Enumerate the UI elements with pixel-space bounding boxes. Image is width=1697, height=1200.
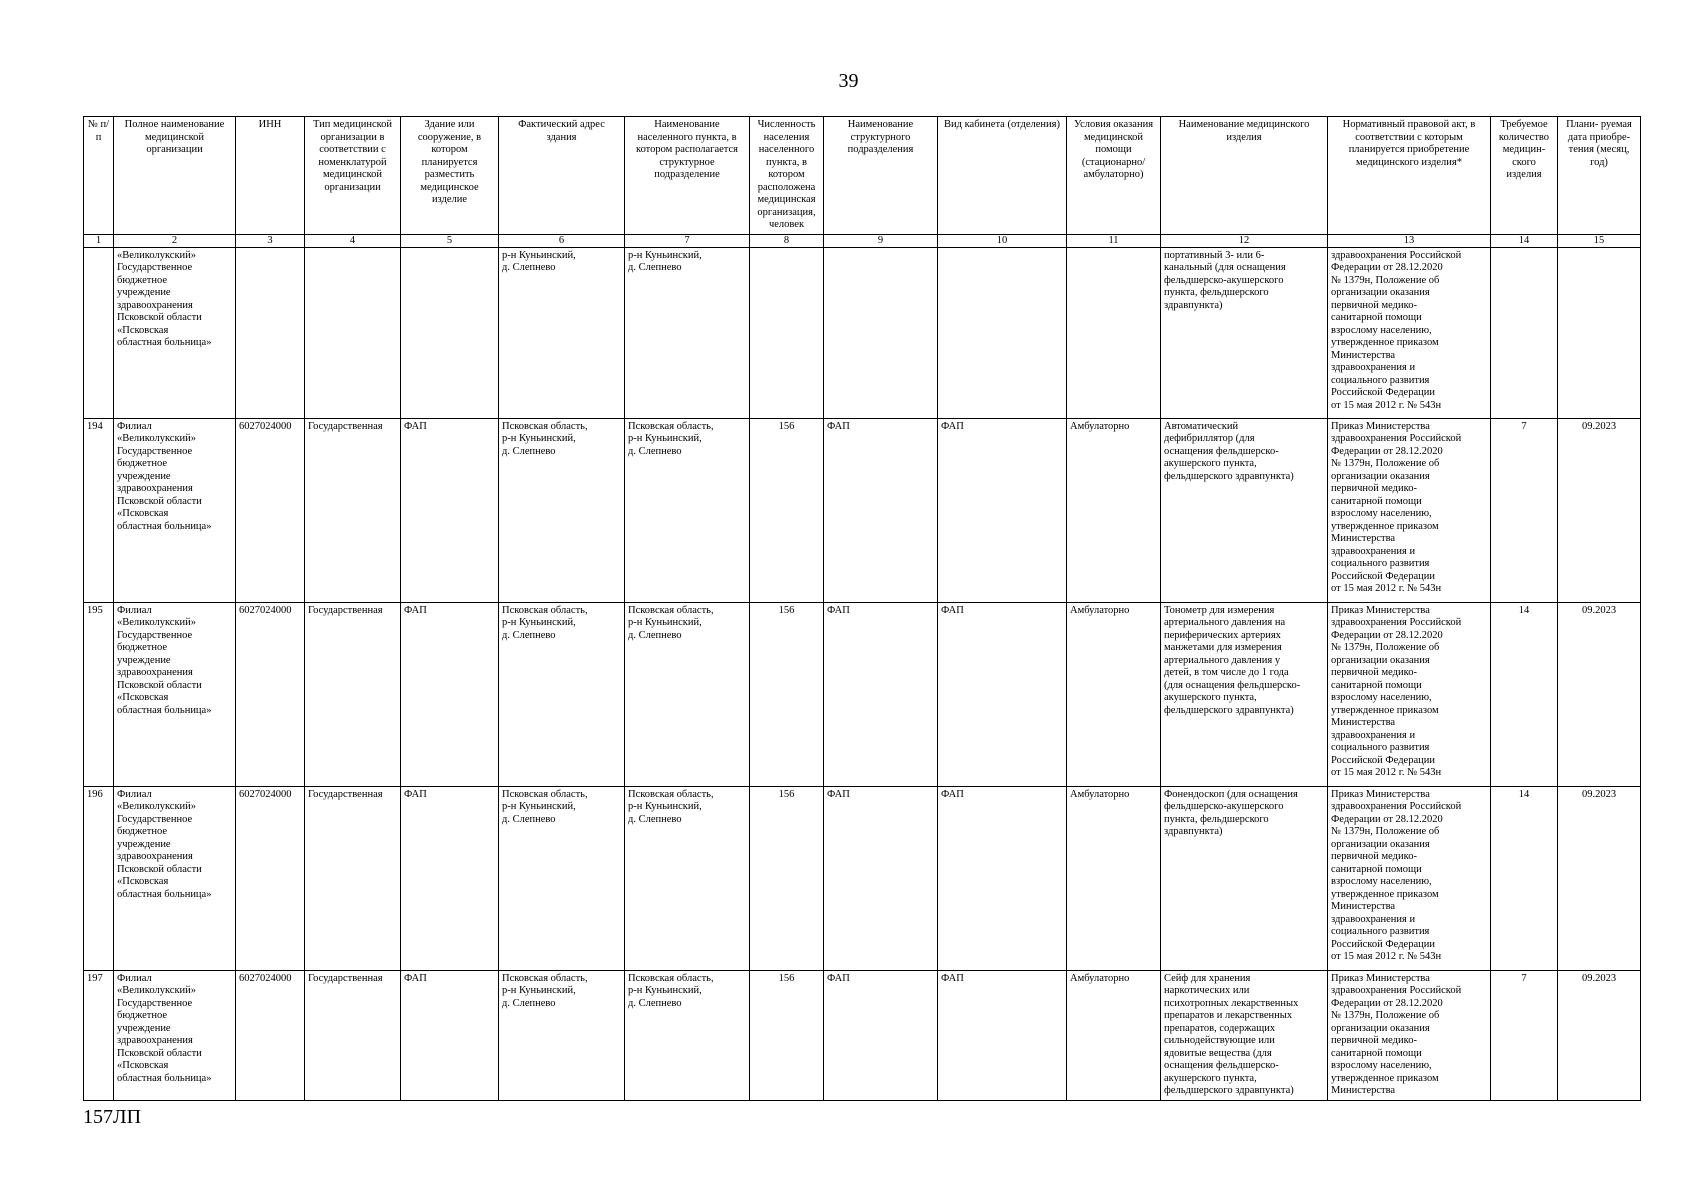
cell-conditions: Амбулаторно	[1067, 786, 1161, 970]
cell-unit: ФАП	[824, 970, 938, 1100]
cell-settlement: р-н Куньинский, д. Слепнево	[625, 247, 750, 418]
cell-settlement: Псковская область, р-н Куньинский, д. Слепнево	[625, 786, 750, 970]
cell-settlement: Псковская область, р-н Куньинский, д. Слепнево	[625, 602, 750, 786]
column-number: 13	[1328, 234, 1491, 247]
header-building: Здание или сооружение, в котором планируется разместить медицинское изделие	[401, 117, 499, 235]
cell-cabinet: ФАП	[938, 418, 1067, 602]
cell-unit: ФАП	[824, 418, 938, 602]
table-row-continued	[84, 247, 1641, 418]
header-inn: ИНН	[236, 117, 305, 235]
table-row	[84, 418, 1641, 602]
cell-unit: ФАП	[824, 786, 938, 970]
cell-conditions: Амбулаторно	[1067, 418, 1161, 602]
column-number: 15	[1558, 234, 1641, 247]
cell-conditions: Амбулаторно	[1067, 970, 1161, 1100]
cell-org: Филиал «Великолукский» Государственное бюджетное учреждение здравоохранения Псковской области «Псковская областная больница»	[114, 602, 236, 786]
column-number: 3	[236, 234, 305, 247]
cell-date: 09.2023	[1558, 602, 1641, 786]
footer-code: 157ЛП	[83, 1106, 142, 1128]
cell-inn: 6027024000	[236, 786, 305, 970]
cell-building: ФАП	[401, 786, 499, 970]
header-population: Численность населения населенного пункта, в котором расположена медицинская организация, человек	[750, 117, 824, 235]
cell-org: «Великолукский» Государственное бюджетное учреждение здравоохранения Псковской области «Псковская областная больница»	[114, 247, 236, 418]
cell-unit	[824, 247, 938, 418]
medical-devices-table	[83, 116, 1641, 1101]
column-number: 11	[1067, 234, 1161, 247]
column-number: 5	[401, 234, 499, 247]
column-number: 4	[305, 234, 401, 247]
cell-population	[750, 247, 824, 418]
cell-inn: 6027024000	[236, 602, 305, 786]
cell-type: Государственная	[305, 786, 401, 970]
cell-act: здравоохранения Российской Федерации от 28.12.2020 № 1379н, Положение об организации оказания первичной медико- санитарной помощи взрослому населению, утвержденное приказом Министерства здравоохранения и социального развития Российской Федерации от 15 мая 2012 г. № 543н	[1328, 247, 1491, 418]
cell-org: Филиал «Великолукский» Государственное бюджетное учреждение здравоохранения Псковской области «Псковская областная больница»	[114, 418, 236, 602]
header-conditions: Условия оказания медицинской помощи (стационарно/ амбулаторно)	[1067, 117, 1161, 235]
header-row	[84, 117, 1641, 235]
cell-act: Приказ Министерства здравоохранения Российской Федерации от 28.12.2020 № 1379н, Положение об организации оказания первичной медико- санитарной помощи взрослому населению, утвержденное приказом Министерства здравоохранения и социального развития Российской Федерации от 15 мая 2012 г. № 543н	[1328, 602, 1491, 786]
cell-population: 156	[750, 970, 824, 1100]
table-row	[84, 602, 1641, 786]
cell-num: 196	[84, 786, 114, 970]
cell-population: 156	[750, 602, 824, 786]
cell-act: Приказ Министерства здравоохранения Российской Федерации от 28.12.2020 № 1379н, Положение об организации оказания первичной медико- санитарной помощи взрослому населению, утвержденное приказом Министерства здравоохранения и социального развития Российской Федерации от 15 мая 2012 г. № 543н	[1328, 418, 1491, 602]
header-date: Плани- руемая дата приобре- тения (месяц, год)	[1558, 117, 1641, 235]
cell-device: Сейф для хранения наркотических или психотропных лекарственных препаратов и лекарственных препаратов, содержащих сильнодействующие или ядовитые вещества (для оснащения фельдшерско- акушерского пункта, фельдшерского здравпункта)	[1161, 970, 1328, 1100]
cell-type	[305, 247, 401, 418]
cell-inn: 6027024000	[236, 418, 305, 602]
cell-address: Псковская область, р-н Куньинский, д. Слепнево	[499, 786, 625, 970]
cell-cabinet: ФАП	[938, 602, 1067, 786]
cell-address: Псковская область, р-н Куньинский, д. Слепнево	[499, 602, 625, 786]
cell-device: Автоматический дефибриллятор (для оснащения фельдшерско- акушерского пункта, фельдшерского здравпункта)	[1161, 418, 1328, 602]
header-unit: Наименование структурного подразделения	[824, 117, 938, 235]
cell-num: 194	[84, 418, 114, 602]
cell-building: ФАП	[401, 602, 499, 786]
column-number: 7	[625, 234, 750, 247]
cell-num: 197	[84, 970, 114, 1100]
cell-building	[401, 247, 499, 418]
cell-device: портативный 3- или 6- канальный (для оснащения фельдшерско-акушерского пункта, фельдшерского здравпункта)	[1161, 247, 1328, 418]
cell-inn: 6027024000	[236, 970, 305, 1100]
cell-device: Фонендоскоп (для оснащения фельдшерско-акушерского пункта, фельдшерского здравпункта)	[1161, 786, 1328, 970]
table-row	[84, 786, 1641, 970]
cell-inn	[236, 247, 305, 418]
cell-quantity: 7	[1491, 418, 1558, 602]
cell-num: 195	[84, 602, 114, 786]
cell-type: Государственная	[305, 418, 401, 602]
cell-quantity	[1491, 247, 1558, 418]
cell-building: ФАП	[401, 418, 499, 602]
column-number: 8	[750, 234, 824, 247]
cell-unit: ФАП	[824, 602, 938, 786]
column-number: 2	[114, 234, 236, 247]
cell-device: Тонометр для измерения артериального давления на периферических артериях манжетами для измерения артериального давления у детей, в том числе до 1 года (для оснащения фельдшерско- акушерского пункта, фельдшерского здравпункта)	[1161, 602, 1328, 786]
cell-quantity: 7	[1491, 970, 1558, 1100]
cell-act: Приказ Министерства здравоохранения Российской Федерации от 28.12.2020 № 1379н, Положение об организации оказания первичной медико- санитарной помощи взрослому населению, утвержденное приказом Министерства здравоохранения и социального развития Российской Федерации от 15 мая 2012 г. № 543н	[1328, 786, 1491, 970]
cell-address: Псковская область, р-н Куньинский, д. Слепнево	[499, 970, 625, 1100]
cell-population: 156	[750, 418, 824, 602]
cell-conditions: Амбулаторно	[1067, 602, 1161, 786]
cell-date: 09.2023	[1558, 418, 1641, 602]
table-row	[84, 970, 1641, 1100]
cell-cabinet	[938, 247, 1067, 418]
column-number: 12	[1161, 234, 1328, 247]
cell-address: р-н Куньинский, д. Слепнево	[499, 247, 625, 418]
column-number: 1	[84, 234, 114, 247]
cell-conditions	[1067, 247, 1161, 418]
cell-type: Государственная	[305, 970, 401, 1100]
page-number: 39	[838, 70, 859, 92]
cell-type: Государственная	[305, 602, 401, 786]
cell-date: 09.2023	[1558, 970, 1641, 1100]
column-number: 10	[938, 234, 1067, 247]
cell-quantity: 14	[1491, 602, 1558, 786]
cell-population: 156	[750, 786, 824, 970]
cell-cabinet: ФАП	[938, 786, 1067, 970]
column-number-row	[84, 234, 1641, 247]
header-act: Нормативный правовой акт, в соответствии с которым планируется приобретение медицинского изделия*	[1328, 117, 1491, 235]
header-device: Наименование медицинского изделия	[1161, 117, 1328, 235]
cell-org: Филиал «Великолукский» Государственное бюджетное учреждение здравоохранения Псковской области «Псковская областная больница»	[114, 970, 236, 1100]
header-org: Полное наименование медицинской организации	[114, 117, 236, 235]
cell-settlement: Псковская область, р-н Куньинский, д. Слепнево	[625, 418, 750, 602]
cell-act: Приказ Министерства здравоохранения Российской Федерации от 28.12.2020 № 1379н, Положение об организации оказания первичной медико- санитарной помощи взрослому населению, утвержденное приказом Министерства	[1328, 970, 1491, 1100]
cell-num	[84, 247, 114, 418]
cell-settlement: Псковская область, р-н Куньинский, д. Слепнево	[625, 970, 750, 1100]
header-cabinet: Вид кабинета (отделения)	[938, 117, 1067, 235]
cell-date	[1558, 247, 1641, 418]
cell-org: Филиал «Великолукский» Государственное бюджетное учреждение здравоохранения Псковской области «Псковская областная больница»	[114, 786, 236, 970]
cell-cabinet: ФАП	[938, 970, 1067, 1100]
column-number: 14	[1491, 234, 1558, 247]
cell-date: 09.2023	[1558, 786, 1641, 970]
cell-address: Псковская область, р-н Куньинский, д. Слепнево	[499, 418, 625, 602]
header-address: Фактический адрес здания	[499, 117, 625, 235]
header-quantity: Требуемое количество медицин- ского изделия	[1491, 117, 1558, 235]
header-num: № п/п	[84, 117, 114, 235]
header-settlement: Наименование населенного пункта, в котором располагается структурное подразделение	[625, 117, 750, 235]
cell-building: ФАП	[401, 970, 499, 1100]
header-type: Тип медицинской организации в соответствии с номенклатурой медицинской организации	[305, 117, 401, 235]
cell-quantity: 14	[1491, 786, 1558, 970]
column-number: 9	[824, 234, 938, 247]
column-number: 6	[499, 234, 625, 247]
